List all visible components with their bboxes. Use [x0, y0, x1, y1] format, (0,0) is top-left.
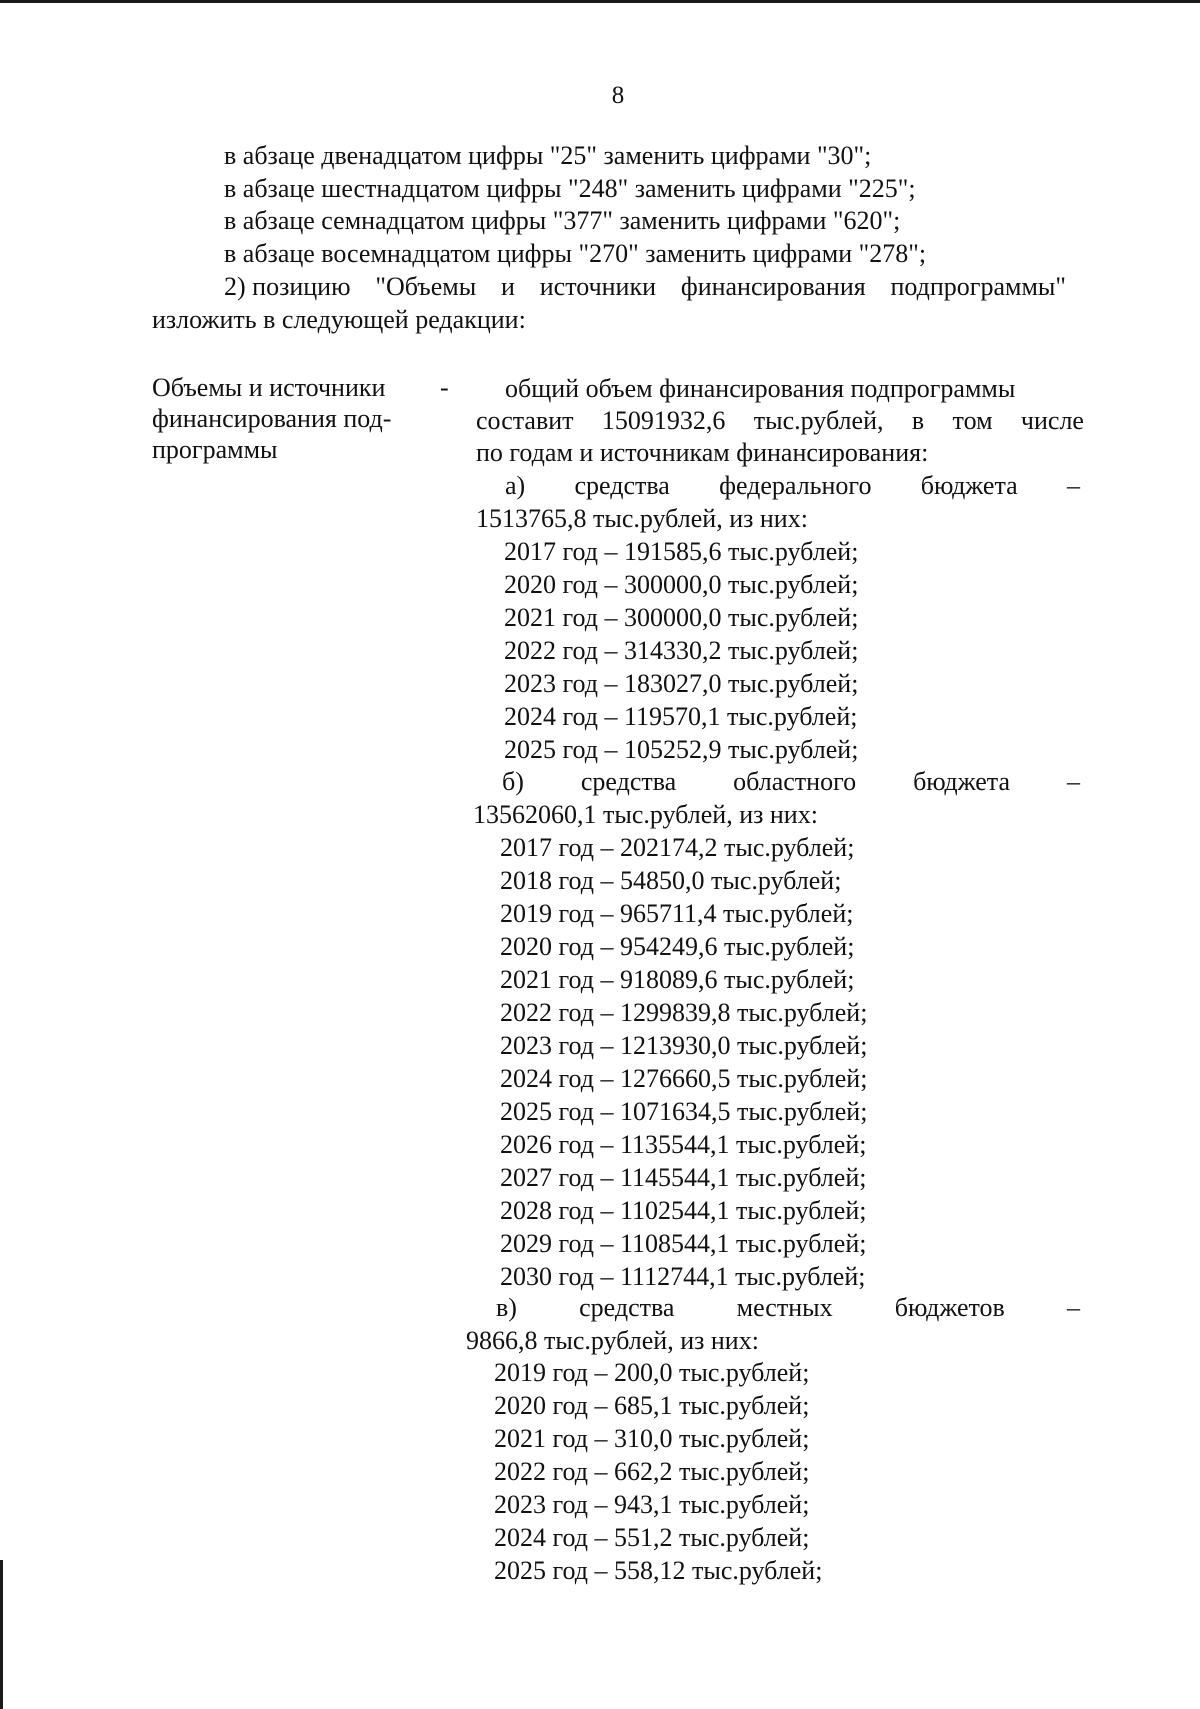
regional-amount: 13562060,1 тыс.рублей, из них:: [473, 800, 818, 829]
list-item: 2024 год – 119570,1 тыс.рублей;: [504, 702, 858, 731]
total-line: общий объем финансирования подпрограммы: [505, 374, 1016, 403]
word: бюджета: [913, 767, 1011, 796]
list-item: 2019 год – 200,0 тыс.рублей;: [494, 1358, 810, 1387]
word: 15091932,6: [601, 406, 726, 435]
word: "Объемы: [375, 272, 477, 301]
word: числе: [1020, 406, 1084, 435]
word: подпрограммы": [890, 272, 1066, 301]
list-item: 2023 год – 183027,0 тыс.рублей;: [504, 669, 859, 698]
list-item: 2027 год – 1145544,1 тыс.рублей;: [500, 1163, 867, 1192]
list-item: 2020 год – 300000,0 тыс.рублей;: [504, 570, 859, 599]
word: источники: [539, 272, 657, 301]
word: средства: [574, 471, 670, 500]
word: местных: [736, 1293, 833, 1322]
list-item: 2024 год – 1276660,5 тыс.рублей;: [500, 1064, 868, 1093]
list-item: 2024 год – 551,2 тыс.рублей;: [494, 1523, 810, 1552]
list-item: 2017 год – 202174,2 тыс.рублей;: [500, 833, 855, 862]
amendment-line: в абзаце двенадцатом цифры "25" заменить цифрами "30";: [224, 141, 872, 170]
word: средства: [579, 1293, 675, 1322]
table-label-line: Объемы и источники: [152, 373, 386, 402]
list-item: 2018 год – 54850,0 тыс.рублей;: [500, 866, 842, 895]
amendment-line: в абзаце восемнадцатом цифры "270" заменить цифрами "278";: [224, 239, 927, 268]
list-item: 2026 год – 1135544,1 тыс.рублей;: [500, 1130, 867, 1159]
list-item: 2022 год – 662,2 тыс.рублей;: [494, 1457, 810, 1486]
list-item: 2020 год – 685,1 тыс.рублей;: [494, 1391, 810, 1420]
amendment-line: в абзаце шестнадцатом цифры "248" заменить цифрами "225";: [224, 174, 916, 203]
local-year-list: [494, 1356, 822, 1587]
scan-edge-left: [0, 1560, 3, 1709]
list-item: 2025 год – 1071634,5 тыс.рублей;: [500, 1097, 868, 1126]
word: –: [1066, 471, 1080, 500]
list-item: 2021 год – 300000,0 тыс.рублей;: [504, 603, 859, 632]
list-item: 2020 год – 954249,6 тыс.рублей;: [500, 932, 855, 961]
word: бюджета: [920, 471, 1018, 500]
scan-edge-top: [0, 0, 1200, 3]
word: том: [952, 406, 993, 435]
label-separator: -: [440, 373, 449, 402]
list-item: 2019 год – 965711,4 тыс.рублей;: [500, 899, 854, 928]
item-2-line: [224, 272, 1066, 302]
list-item: 2022 год – 314330,2 тыс.рублей;: [504, 636, 859, 665]
page-number: 8: [611, 82, 625, 109]
word: финансирования: [680, 272, 866, 301]
word: федерального: [719, 471, 872, 500]
list-item: 2028 год – 1102544,1 тыс.рублей;: [500, 1196, 867, 1225]
list-item: 2025 год – 558,12 тыс.рублей;: [494, 1556, 823, 1585]
item-2-continuation: изложить в следующей редакции:: [152, 305, 526, 334]
federal-amount: 1513765,8 тыс.рублей, из них:: [476, 504, 808, 533]
word: средства: [580, 767, 677, 796]
word: и: [501, 272, 515, 301]
table-label-line: финансирования под-: [152, 404, 392, 433]
list-item: 2017 год – 191585,6 тыс.рублей;: [504, 537, 859, 566]
amendment-line: в абзаце семнадцатом цифры "377" заменить цифрами "620";: [224, 206, 901, 235]
word: тыс.рублей,: [753, 406, 884, 435]
federal-year-list: [504, 535, 858, 766]
word: –: [1067, 767, 1080, 796]
federal-heading: [505, 471, 1080, 501]
list-item: 2023 год – 1213930,0 тыс.рублей;: [500, 1031, 868, 1060]
total-line-justified: [476, 406, 1084, 436]
word: составит: [476, 406, 574, 435]
local-amount: 9866,8 тыс.рублей, из них:: [466, 1326, 759, 1355]
word: а): [505, 471, 526, 500]
list-item: 2030 год – 1112744,1 тыс.рублей;: [500, 1262, 866, 1291]
word: б): [502, 767, 524, 796]
list-item: 2029 год – 1108544,1 тыс.рублей;: [500, 1229, 867, 1258]
list-item: 2021 год – 918089,6 тыс.рублей;: [500, 965, 855, 994]
list-item: 2025 год – 105252,9 тыс.рублей;: [504, 735, 859, 764]
word: областного: [733, 767, 857, 796]
list-item: 2021 год – 310,0 тыс.рублей;: [494, 1424, 810, 1453]
word: бюджетов: [894, 1293, 1005, 1322]
table-label-line: программы: [152, 435, 278, 464]
word: –: [1067, 1293, 1080, 1322]
total-line: по годам и источникам финансирования:: [476, 438, 929, 467]
regional-heading: [502, 767, 1080, 797]
word: в): [496, 1293, 517, 1322]
list-item: 2022 год – 1299839,8 тыс.рублей;: [500, 998, 868, 1027]
regional-year-list: [500, 831, 867, 1293]
word: 2) позицию: [224, 272, 351, 301]
local-heading: [496, 1293, 1080, 1323]
list-item: 2023 год – 943,1 тыс.рублей;: [494, 1490, 810, 1519]
word: в: [911, 406, 925, 435]
